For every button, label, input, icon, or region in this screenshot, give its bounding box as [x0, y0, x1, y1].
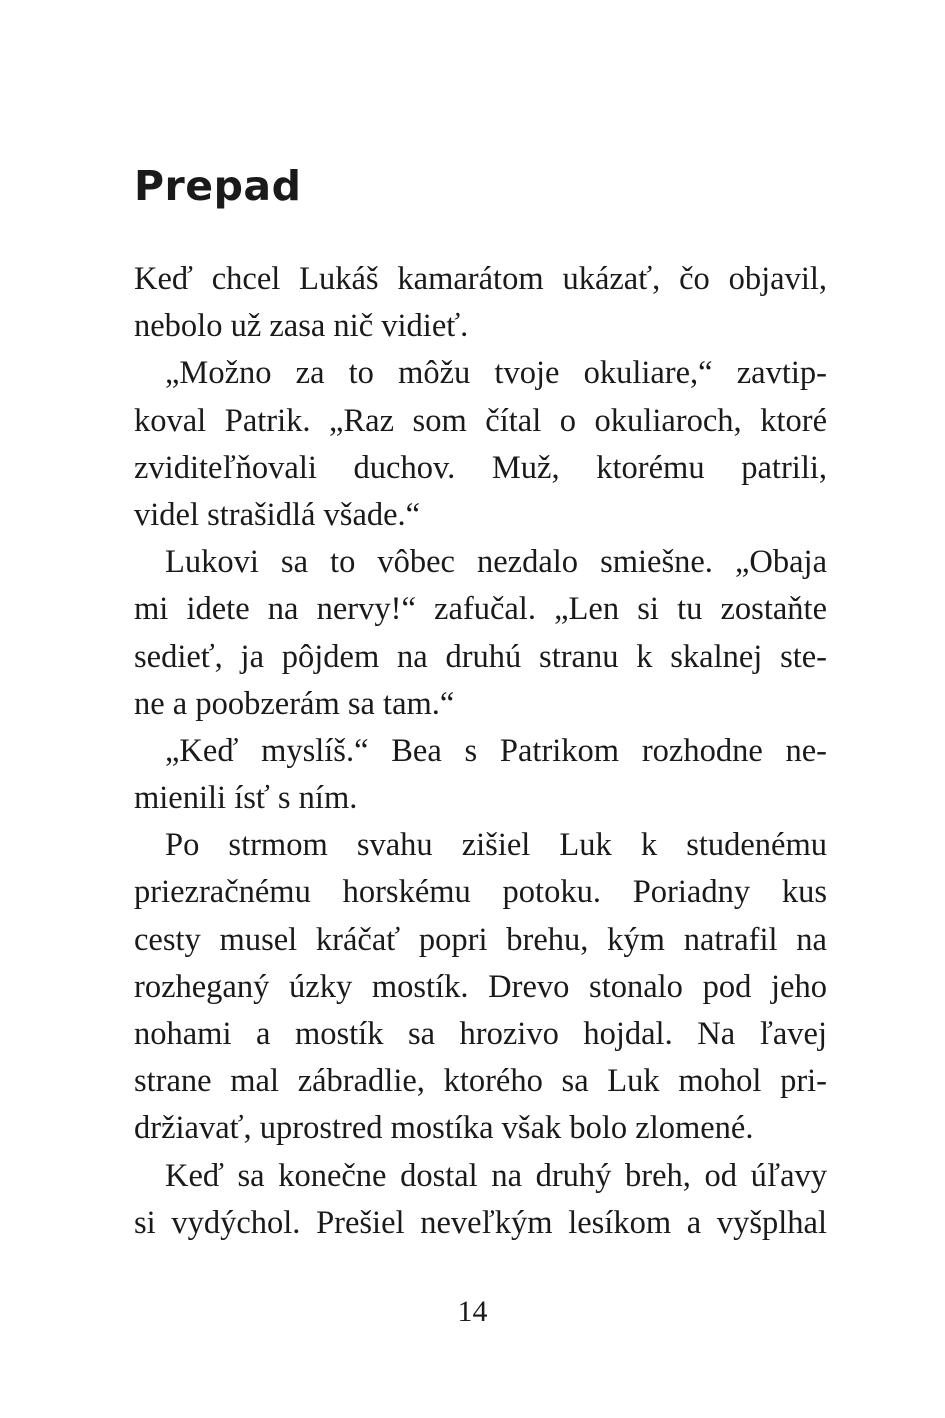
- text-line: priezračnému horskému potoku. Poriadny kus: [134, 874, 827, 911]
- text-line: Po strmom svahu zišiel Luk k studenému: [165, 827, 827, 864]
- text-line: cesty musel kráčať popri brehu, kým natrafil na: [134, 921, 827, 958]
- text-line: Keď chcel Lukáš kamarátom ukázať, čo objavil,: [134, 261, 827, 297]
- page-number: 14: [457, 1295, 488, 1328]
- text-line: držiavať, uprostred mostíka však bolo zlomené.: [134, 1110, 754, 1147]
- text-line: Keď sa konečne dostal na druhý breh, od úľavy: [165, 1157, 827, 1194]
- text-line: „Možno za to môžu tvoje okuliare,“ zavtip-: [165, 355, 827, 392]
- text-line: nohami a mostík sa hrozivo hojdal. Na ľavej: [134, 1016, 827, 1052]
- text-line: zviditeľňovali duchov. Muž, ktorému patrili,: [134, 449, 827, 486]
- text-line: sedieť, ja pôjdem na druhú stranu k skalnej ste-: [134, 638, 827, 675]
- text-line: koval Patrik. „Raz som čítal o okuliaroch, ktoré: [134, 402, 827, 439]
- body-text: [134, 256, 827, 1247]
- text-line: nebolo už zasa nič vidieť.: [134, 308, 469, 345]
- text-line: rozheganý úzky mostík. Drevo stonalo pod jeho: [134, 968, 827, 1005]
- text-line: videl strašidlá všade.“: [134, 496, 421, 533]
- text-line: Lukovi sa to vôbec nezdalo smiešne. „Obaja: [165, 544, 827, 581]
- text-line: ne a poobzerám sa tam.“: [134, 685, 455, 722]
- text-line: strane mal zábradlie, ktorého sa Luk mohol pri-: [134, 1063, 827, 1100]
- text-line: si vydýchol. Prešiel neveľkým lesíkom a vyšplhal: [134, 1204, 827, 1241]
- text-line: mienili ísť s ním.: [134, 780, 358, 817]
- chapter-title: Prepad: [134, 162, 302, 210]
- text-line: „Keď myslíš.“ Bea s Patrikom rozhodne ne-: [165, 732, 827, 769]
- text-line: mi idete na nervy!“ zafučal. „Len si tu zostaňte: [134, 591, 827, 628]
